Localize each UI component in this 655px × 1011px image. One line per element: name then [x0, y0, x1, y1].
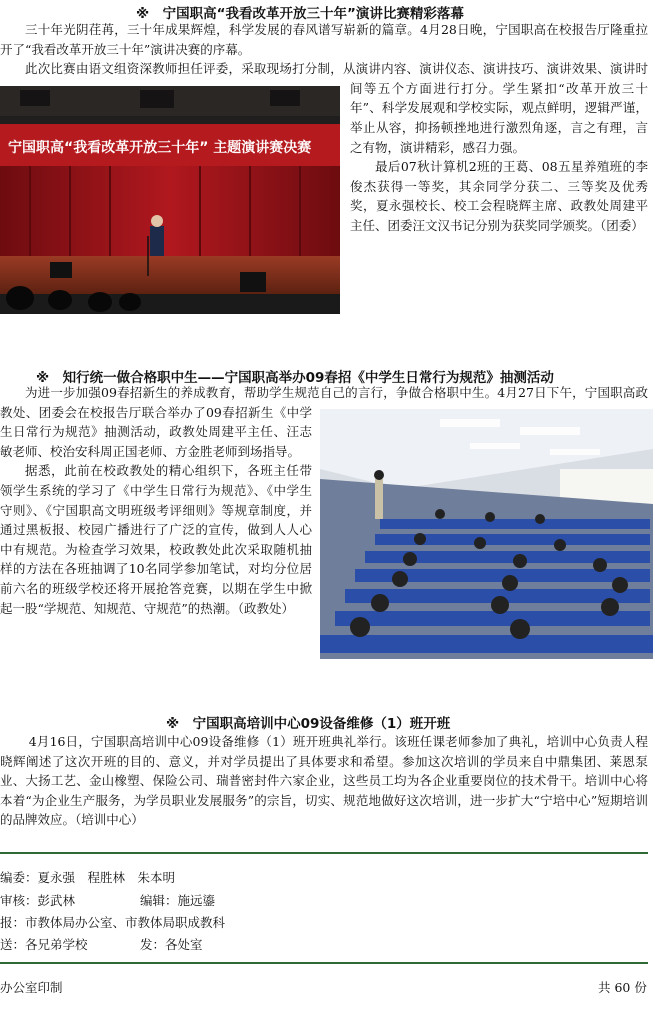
article3-title: ※ 宁国职高培训中心09设备维修（1）班开班	[166, 716, 451, 732]
editorial-board: 编委：夏永强 程胜林 朱本明	[0, 870, 176, 885]
article1-paragraph-2: 此次比赛由语文组资深教师担任评委，采取现场打分制，从演讲内容、演讲仪态、演讲技巧、演讲效果、演讲时间等五个方面进行打分。学生紧扣“改革开放三十年”、科学发展观和学校实际，观点鲜明，逻辑严谨，举止从容，抑扬顿挫地进行激烈角逐，言之有理，言之有物，演讲精彩，感召力强。	[25, 61, 648, 155]
send-to-offices: 发：各处室	[140, 937, 203, 952]
article3-paragraph-1: 4月16日，宁国职高培训中心09设备维修（1）班开班典礼举行。该班任课老师参加了典礼，培训中心负责人程晓辉阐述了这次开班的目的、意义，并对学员提出了具体要求和希望。参加这次培训的学员来自中鼎集团、莱恩泵业、大扬工艺、金山橡塑、保险公司、瑞普密封件六家企业，这些员工均为各企业重要岗位的技术骨干。培训中心将本着“为企业生产服务，为学员职业发展服务”的宗旨，切实、规范地做好这次培训，进一步扩大“宁培中心”短期培训的品牌效应。（培训中心）	[0, 734, 648, 828]
speech-contest-photo	[0, 86, 340, 314]
article1-paragraph-1: 三十年光阴荏苒，三十年成果辉煌，科学发展的春风谱写崭新的篇章。4月28日晚，宁国职高在校报告厅隆重拉开了“我看改革开放三十年”演讲决赛的序幕。	[0, 22, 648, 57]
reviewer: 审核：彭武林	[0, 893, 76, 908]
exam-hall-photo	[320, 409, 653, 659]
article1-title: ※ 宁国职高“我看改革开放三十年”演讲比赛精彩落幕	[136, 6, 464, 22]
exam-hall-photo-svg	[320, 409, 653, 659]
banner-text: 宁国职高“我看改革开放三十年” 主题演讲赛决赛	[8, 140, 312, 156]
article2-paragraph-2: 据悉，此前在校政教处的精心组织下，各班主任带领学生系统的学习了《中学生日常行为规范》、《中学生守则》、《宁国职高文明班级考评细则》等规章制度，并通过黑板报、校园广播进行了广泛的宣传，做到人人心中有规范。为检查学习效果，校政教处此次采取随机抽样的方法在各班抽调了10名同学参加笔试，对均分位居前六名的班级学校还将开展抢答竞赛，以期在学生中掀起一股“学规范、知规范、守规范”的热潮。（政教处）	[0, 463, 312, 616]
editor: 编辑：施远鎏	[140, 893, 216, 908]
article1-paragraph-3: 最后07秋计算机2班的王葛、08五星养殖班的李俊杰获得一等奖，其余同学分获二、三等奖及优秀奖，夏永强校长、校工会程晓辉主席、政教处周建平主任、团委汪文汉书记分别为获奖同学颁奖。（团委）	[350, 159, 648, 233]
article2-title: ※ 知行统一做合格职中生——宁国职高举办09春招《中学生日常行为规范》抽测活动	[36, 370, 554, 386]
footer-rule-bottom	[0, 962, 648, 964]
footer-rule-top	[0, 852, 648, 854]
report-to: 报：市教体局办公室、市教体局职成教科	[0, 915, 226, 930]
speech-contest-photo-svg	[0, 86, 340, 314]
article2-paragraph-1: 为进一步加强09春招新生的养成教育，帮助学生规范自己的言行，争做合格职中生。4月27日下午，宁国职高政教处、团委会在校报告厅联合举办了09春招新生《中学生日常行为规范》抽测活动，政教处周建平主任、汪志敏老师、校治安科周正国老师、方金胜老师到场指导。	[0, 385, 648, 459]
article3-body	[0, 732, 648, 830]
copies: 共 60 份	[598, 980, 647, 995]
printer: 办公室印制	[0, 980, 63, 995]
send-to-schools: 送：各兄弟学校	[0, 937, 88, 952]
